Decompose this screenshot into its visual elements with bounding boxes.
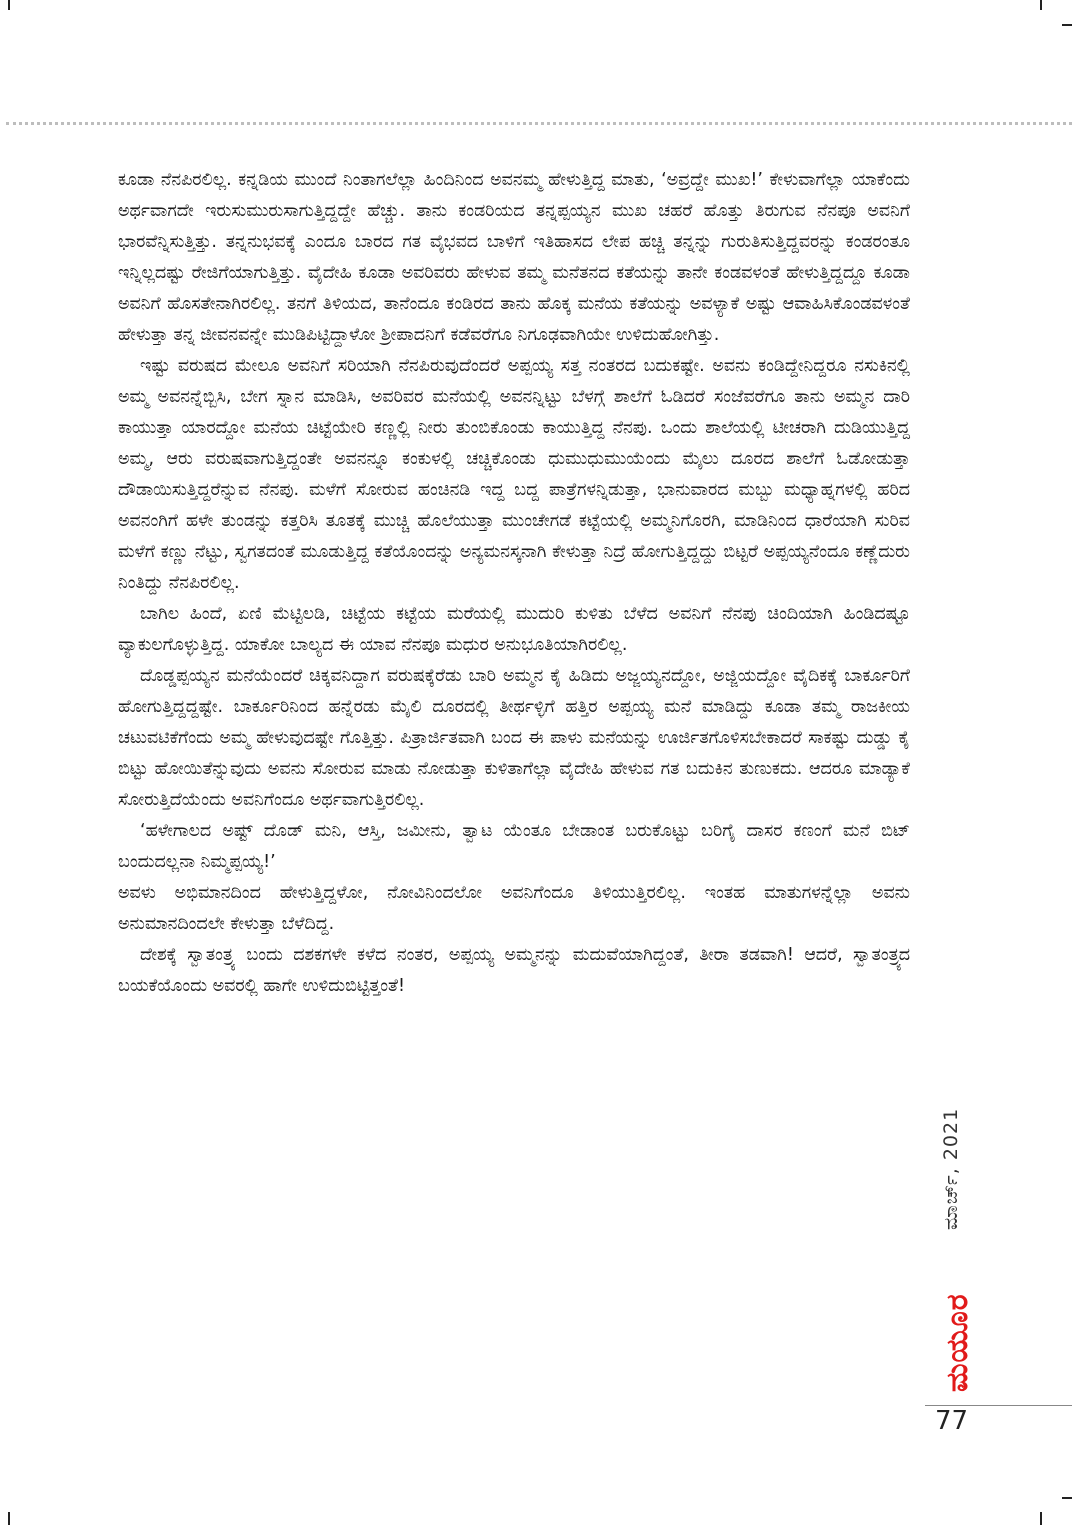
issue-date: ಮಾರ್ಚ್, 2021 (940, 1107, 962, 1230)
paragraph: ಇಷ್ಟು ವರುಷದ ಮೇಲೂ ಅವನಿಗೆ ಸರಿಯಾಗಿ ನೆನಪಿರುವುದೆಂದರೆ ಅಪ್ಪಯ್ಯ ಸತ್ತ ನಂತರದ ಬದುಕಷ್ಟೇ. ಅವನು ಕಂಡಿದ್ದೇನಿದ್ದರೂ ನಸುಕಿನಲ್ಲಿ ಅಮ್ಮ ಅವನನ್ನೆಬ್ಬಿಸಿ, ಬೇಗ ಸ್ನಾನ ಮಾಡಿಸಿ, ಅವರಿವರ ಮನೆಯಲ್ಲಿ ಅವನನ್ನಿಟ್ಟು ಬೆಳಗ್ಗೆ ಶಾಲೆಗೆ ಓಡಿದರೆ ಸಂಜೆವರೆಗೂ ತಾನು ಅಮ್ಮನ ದಾರಿ ಕಾಯುತ್ತಾ ಯಾರದ್ದೋ ಮನೆಯ ಚಿಟ್ಟೆಯೇರಿ ಕಣ್ಣಲ್ಲಿ ನೀರು ತುಂಬಿಕೊಂಡು ಕಾಯುತ್ತಿದ್ದ ನೆನಪು. ಒಂದು ಶಾಲೆಯಲ್ಲಿ ಟೀಚರಾಗಿ ದುಡಿಯುತ್ತಿದ್ದ ಅಮ್ಮ, ಆರು ವರುಷವಾಗುತ್ತಿದ್ದಂತೇ ಅವನನ್ನೂ ಕಂಕುಳಲ್ಲಿ ಚಚ್ಚಿಕೊಂಡು ಧುಮುಧುಮುಯೆಂದು ಮೈಲು ದೂರದ ಶಾಲೆಗೆ ಓಡೋಡುತ್ತಾ ದೌಡಾಯಿಸುತ್ತಿದ್ದರೆನ್ನುವ ನೆನಪು. ಮಳೆಗೆ ಸೋರುವ ಹಂಚಿನಡಿ ಇದ್ದ ಬದ್ದ ಪಾತ್ರೆಗಳನ್ನಿಡುತ್ತಾ, ಭಾನುವಾರದ ಮಬ್ಬು ಮಧ್ಯಾಹ್ನಗಳಲ್ಲಿ ಹರಿದ ಅವನಂಗಿಗೆ ಹಳೇ ತುಂಡನ್ನು ಕತ್ತರಿಸಿ ತೂತಕ್ಕೆ ಮುಚ್ಚಿ ಹೊಲೆಯುತ್ತಾ ಮುಂಚೇಗಡೆ ಕಟ್ಟೆಯಲ್ಲಿ ಅಮ್ಮನಿಗೊರಗಿ, ಮಾಡಿನಿಂದ ಧಾರೆಯಾಗಿ ಸುರಿವ ಮಳೆಗೆ ಕಣ್ಣು ನೆಟ್ಟು, ಸ್ವಗತದಂತೆ ಮೂಡುತ್ತಿದ್ದ ಕತೆಯೊಂದನ್ನು ಅನ್ಯಮನಸ್ಕನಾಗಿ ಕೇಳುತ್ತಾ ನಿದ್ರೆ ಹೋಗುತ್ತಿದ್ದದ್ದು ಬಿಟ್ಟರೆ ಅಪ್ಪಯ್ಯನೆಂದೂ ಕಣ್ಣೆದುರು ನಿಂತಿದ್ದು ನೆನಪಿರಲಿಲ್ಲ. (118, 356, 910, 593)
paragraph: ದೇಶಕ್ಕೆ ಸ್ವಾತಂತ್ರ್ಯ ಬಂದು ದಶಕಗಳೇ ಕಳೆದ ನಂತರ, ಅಪ್ಪಯ್ಯ ಅಮ್ಮನನ್ನು ಮದುವೆಯಾಗಿದ್ದಂತೆ, ತೀರಾ ತಡವಾಗಿ! ಆದರೆ, ಸ್ವಾತಂತ್ರ್ಯದ ಬಯಕೆಯೊಂದು ಅವರಲ್ಲಿ ಹಾಗೇ ಉಳಿದುಬಿಟ್ಟಿತ್ತಂತೆ! (118, 945, 910, 996)
paragraph: ಬಾಗಿಲ ಹಿಂದೆ, ಏಣಿ ಮೆಟ್ಟಿಲಡಿ, ಚಿಟ್ಟೆಯ ಕಟ್ಟೆಯ ಮರೆಯಲ್ಲಿ ಮುದುರಿ ಕುಳಿತು ಬೆಳೆದ ಅವನಿಗೆ ನೆನಪು ಚಿಂದಿಯಾಗಿ ಹಿಂಡಿದಷ್ಟೂ ವ್ಯಾಕುಲಗೊಳ್ಳುತ್ತಿದ್ದ. ಯಾಕೋ ಬಾಲ್ಯದ ಈ ಯಾವ ನೆನಪೂ ಮಧುರ ಅನುಭೂತಿಯಾಗಿರಲಿಲ್ಲ. (118, 604, 910, 655)
paragraph: ಅವಳು ಅಭಿಮಾನದಿಂದ ಹೇಳುತ್ತಿದ್ದಳೋ, ನೋವಿನಿಂದಲೋ ಅವನಿಗೆಂದೂ ತಿಳಿಯುತ್ತಿರಲಿಲ್ಲ. ಇಂತಹ ಮಾತುಗಳನ್ನೆಲ್ಲಾ ಅವನು ಅನುಮಾನದಿಂದಲೇ ಕೇಳುತ್ತಾ ಬೆಳೆದಿದ್ದ. (118, 883, 910, 934)
magazine-logo: ಮಯೂರ (940, 1293, 975, 1392)
crop-mark-bottom-right-v (1040, 1512, 1042, 1525)
crop-mark-bottom-left (8, 1512, 10, 1525)
paragraph: ಕೂಡಾ ನೆನಪಿರಲಿಲ್ಲ. ಕನ್ನಡಿಯ ಮುಂದೆ ನಿಂತಾಗಲೆಲ್ಲಾ ಹಿಂದಿನಿಂದ ಅವನಮ್ಮ ಹೇಳುತ್ತಿದ್ದ ಮಾತು, ‘ಅವ್ರದ್ದೇ ಮುಖ!’ ಕೇಳುವಾಗೆಲ್ಲಾ ಯಾಕೆಂದು ಅರ್ಥವಾಗದೇ ಇರುಸುಮುರುಸಾಗುತ್ತಿದ್ದದ್ದೇ ಹೆಚ್ಚು. ತಾನು ಕಂಡರಿಯದ ತನ್ನಪ್ಪಯ್ಯನ ಮುಖ ಚಹರೆ ಹೊತ್ತು ತಿರುಗುವ ನೆನಪೂ ಅವನಿಗೆ ಭಾರವೆನ್ನಿಸುತ್ತಿತ್ತು. ತನ್ನನುಭವಕ್ಕೆ ಎಂದೂ ಬಾರದ ಗತ ವೈಭವದ ಬಾಳಿಗೆ ಇತಿಹಾಸದ ಲೇಪ ಹಚ್ಚಿ ತನ್ನನ್ನು ಗುರುತಿಸುತ್ತಿದ್ದವರನ್ನು ಕಂಡರಂತೂ ಇನ್ನಿಲ್ಲದಷ್ಟು ರೇಜಿಗೆಯಾಗುತ್ತಿತ್ತು. ವೈದೇಹಿ ಕೂಡಾ ಅವರಿವರು ಹೇಳುವ ತಮ್ಮ ಮನೆತನದ ಕತೆಯನ್ನು ತಾನೇ ಕಂಡವಳಂತೆ ಹೇಳುತ್ತಿದ್ದದ್ದೂ ಕೂಡಾ ಅವನಿಗೆ ಹೊಸತೇನಾಗಿರಲಿಲ್ಲ. ತನಗೆ ತಿಳಿಯದ, ತಾನೆಂದೂ ಕಂಡಿರದ ತಾನು ಹೊಕ್ಕ ಮನೆಯ ಕತೆಯನ್ನು ಅವಳ್ಯಾಕೆ ಅಷ್ಟು ಆವಾಹಿಸಿಕೊಂಡವಳಂತೆ ಹೇಳುತ್ತಾ ತನ್ನ ಜೀವನವನ್ನೇ ಮುಡಿಪಿಟ್ಟಿದ್ದಾಳೋ ಶ್ರೀಪಾದನಿಗೆ ಕಡೆವರೆಗೂ ನಿಗೂಢವಾಗಿಯೇ ಉಳಿದುಹೋಗಿತ್ತು. (118, 170, 910, 345)
paragraph: ‘ಹಳೇಗಾಲದ ಅಷ್ಟ್ ದೊಡ್ ಮನಿ, ಆಸ್ತಿ, ಜಮೀನು, ತ್ವಾಟ ಯೆಂತೂ ಬೇಡಾಂತ ಬರುಕೊಟ್ಟು ಬರಿಗೈ ದಾಸರ ಕಣಂಗೆ ಮನೆ ಬಿಟ್ ಬಂದುದಲ್ಲನಾ ನಿಮ್ಮಪ್ಪಯ್ಯ!’ (118, 821, 910, 872)
crop-mark-top-right-v (1040, 0, 1042, 10)
crop-mark-top-left (8, 0, 10, 10)
crop-mark-top-right-h (1062, 24, 1072, 26)
page-number: 77 (935, 1406, 969, 1436)
crop-mark-bottom-right-h (1062, 1497, 1072, 1499)
header-dotted-rule (6, 122, 1072, 125)
paragraph: ದೊಡ್ಡಪ್ಪಯ್ಯನ ಮನೆಯೆಂದರೆ ಚಿಕ್ಕವನಿದ್ದಾಗ ವರುಷಕ್ಕೆರೆಡು ಬಾರಿ ಅಮ್ಮನ ಕೈ ಹಿಡಿದು ಅಜ್ಜಯ್ಯನದ್ದೋ, ಅಜ್ಜಿಯದ್ದೋ ವೈದಿಕಕ್ಕೆ ಬಾರ್ಕೂರಿಗೆ ಹೋಗುತ್ತಿದ್ದದ್ದಷ್ಟೇ. ಬಾರ್ಕೂರಿನಿಂದ ಹನ್ನೆರಡು ಮೈಲಿ ದೂರದಲ್ಲಿ ತೀರ್ಥಳ್ಳಿಗೆ ಹತ್ತಿರ ಅಪ್ಪಯ್ಯ ಮನೆ ಮಾಡಿದ್ದು ಕೂಡಾ ತಮ್ಮ ರಾಜಕೀಯ ಚಟುವಟಿಕೆಗೆಂದು ಅಮ್ಮ ಹೇಳುವುದಷ್ಟೇ ಗೊತ್ತಿತ್ತು. ಪಿತ್ರಾರ್ಜಿತವಾಗಿ ಬಂದ ಈ ಪಾಳು ಮನೆಯನ್ನು ಊರ್ಜಿತಗೊಳಿಸಬೇಕಾದರೆ ಸಾಕಷ್ಟು ದುಡ್ಡು ಕೈ ಬಿಟ್ಟು ಹೋಯಿತೆನ್ನುವುದು ಅವನು ಸೋರುವ ಮಾಡು ನೋಡುತ್ತಾ ಕುಳಿತಾಗೆಲ್ಲಾ ವೈದೇಹಿ ಹೇಳುವ ಗತ ಬದುಕಿನ ತುಣುಕದು. ಆದರೂ ಮಾಡ್ಯಾಕೆ ಸೋರುತ್ತಿದೆಯೆಂದು ಅವನಿಗೆಂದೂ ಅರ್ಥವಾಗುತ್ತಿರಲಿಲ್ಲ. (118, 666, 910, 810)
article-body (118, 165, 910, 1002)
